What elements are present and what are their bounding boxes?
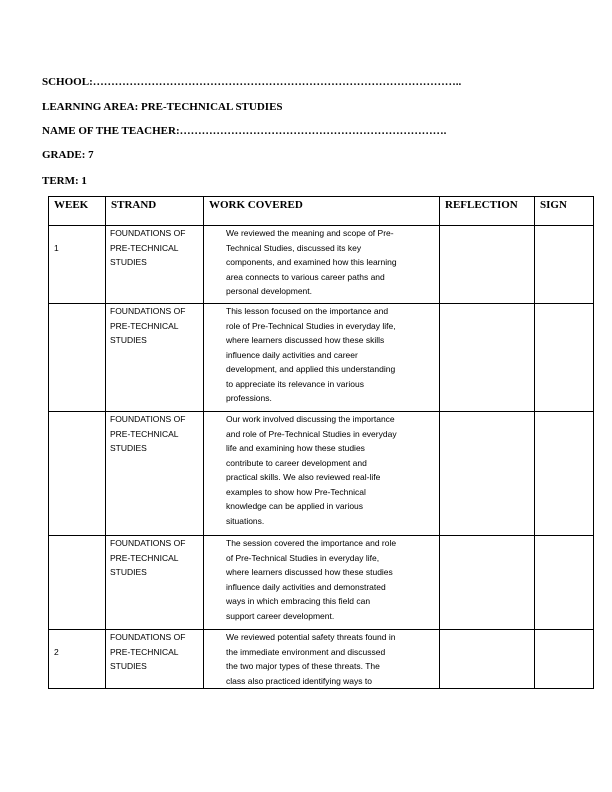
work-line: and role of Pre-Technical Studies in everyday [226, 428, 397, 439]
teacher-name-line: NAME OF THE TEACHER:………………………………………………………………. [42, 125, 447, 137]
reflection-cell [440, 536, 535, 630]
strand-line: PRE-TECHNICAL [110, 242, 179, 253]
table-row [49, 226, 594, 304]
work-line: The session covered the importance and role [226, 538, 397, 548]
work-line: role of Pre-Technical Studies in everyday life, [226, 320, 396, 331]
strand-line: STUDIES [110, 257, 147, 267]
work-covered-cell [204, 304, 440, 412]
work-line: class also practiced identifying ways to [226, 675, 372, 686]
term-line: TERM: 1 [42, 175, 87, 187]
school-line: SCHOOL:……………………………………………………………………………………….. [42, 76, 462, 88]
work-line: influence daily activities and demonstrated [226, 581, 386, 592]
strand-line: STUDIES [110, 443, 147, 453]
strand-line: FOUNDATIONS OF [110, 414, 186, 424]
work-line: knowledge can be applied in various [226, 501, 364, 511]
work-covered-cell [204, 412, 440, 536]
work-line: the immediate environment and discussed [226, 646, 386, 657]
week-cell: 1 [49, 226, 106, 304]
column-header-work-covered: WORK COVERED [204, 197, 440, 226]
work-line: development, and applied this understanding [226, 364, 396, 374]
work-line: Technical Studies, discussed its key [226, 242, 362, 253]
work-line: where learners discussed how these skills [226, 335, 385, 345]
work-line: contribute to career development and [226, 457, 367, 468]
strand-cell [106, 226, 204, 304]
work-line: examples to show how Pre-Technical [226, 486, 366, 497]
work-line: personal development. [226, 286, 313, 296]
work-line: professions. [226, 393, 272, 403]
work-line: the two major types of these threats. The [226, 661, 380, 671]
week-cell [49, 536, 106, 630]
work-line: to appreciate its relevance in various [226, 378, 364, 389]
work-line: We reviewed potential safety threats found in [226, 632, 396, 642]
grade-line: GRADE: 7 [42, 149, 94, 161]
column-header-reflection: REFLECTION [440, 197, 535, 226]
work-covered-table [48, 196, 594, 689]
strand-cell [106, 412, 204, 536]
strand-line: PRE-TECHNICAL [110, 646, 179, 657]
strand-line: STUDIES [110, 661, 147, 671]
table-row [49, 630, 594, 689]
sign-cell [535, 412, 594, 536]
week-cell [49, 304, 106, 412]
table-row [49, 304, 594, 412]
strand-line: STUDIES [110, 567, 147, 577]
work-covered-cell [204, 226, 440, 304]
work-line: Our work involved discussing the importance [226, 414, 395, 424]
sign-cell [535, 630, 594, 689]
work-line: of Pre-Technical Studies in everyday life, [226, 552, 380, 563]
learning-area-line: LEARNING AREA: PRE-TECHNICAL STUDIES [42, 101, 283, 113]
sign-cell [535, 304, 594, 412]
work-line: ways in which embracing this field can [226, 596, 371, 606]
strand-cell [106, 304, 204, 412]
work-line: situations. [226, 515, 265, 526]
strand-line: FOUNDATIONS OF [110, 632, 186, 642]
work-line: components, and examined how this learning [226, 257, 397, 267]
strand-line: PRE-TECHNICAL [110, 320, 179, 331]
column-header-strand: STRAND [106, 197, 204, 226]
work-covered-cell [204, 630, 440, 689]
strand-line: FOUNDATIONS OF [110, 306, 186, 316]
work-line: support career development. [226, 610, 335, 621]
reflection-cell [440, 304, 535, 412]
reflection-cell [440, 412, 535, 536]
table-row [49, 412, 594, 536]
work-line: practical skills. We also reviewed real-life [226, 472, 381, 482]
work-line: This lesson focused on the importance and [226, 306, 389, 316]
work-line: influence daily activities and career [226, 349, 358, 360]
reflection-cell [440, 226, 535, 304]
work-line: We reviewed the meaning and scope of Pre- [226, 228, 394, 238]
work-line: where learners discussed how these studies [226, 567, 393, 577]
column-header-week: WEEK [49, 197, 106, 226]
week-cell [49, 412, 106, 536]
work-line: area connects to various career paths and [226, 271, 385, 282]
table-header-row [49, 197, 594, 226]
sign-cell [535, 536, 594, 630]
table-row [49, 536, 594, 630]
strand-line: STUDIES [110, 335, 147, 345]
reflection-cell [440, 630, 535, 689]
work-covered-cell [204, 536, 440, 630]
sign-cell [535, 226, 594, 304]
strand-line: PRE-TECHNICAL [110, 552, 179, 563]
strand-line: FOUNDATIONS OF [110, 538, 186, 548]
column-header-sign: SIGN [535, 197, 594, 226]
work-line: life and examining how these studies [226, 443, 365, 453]
strand-cell [106, 630, 204, 689]
strand-line: FOUNDATIONS OF [110, 228, 186, 238]
week-cell: 2 [49, 630, 106, 689]
strand-line: PRE-TECHNICAL [110, 428, 179, 439]
strand-cell [106, 536, 204, 630]
